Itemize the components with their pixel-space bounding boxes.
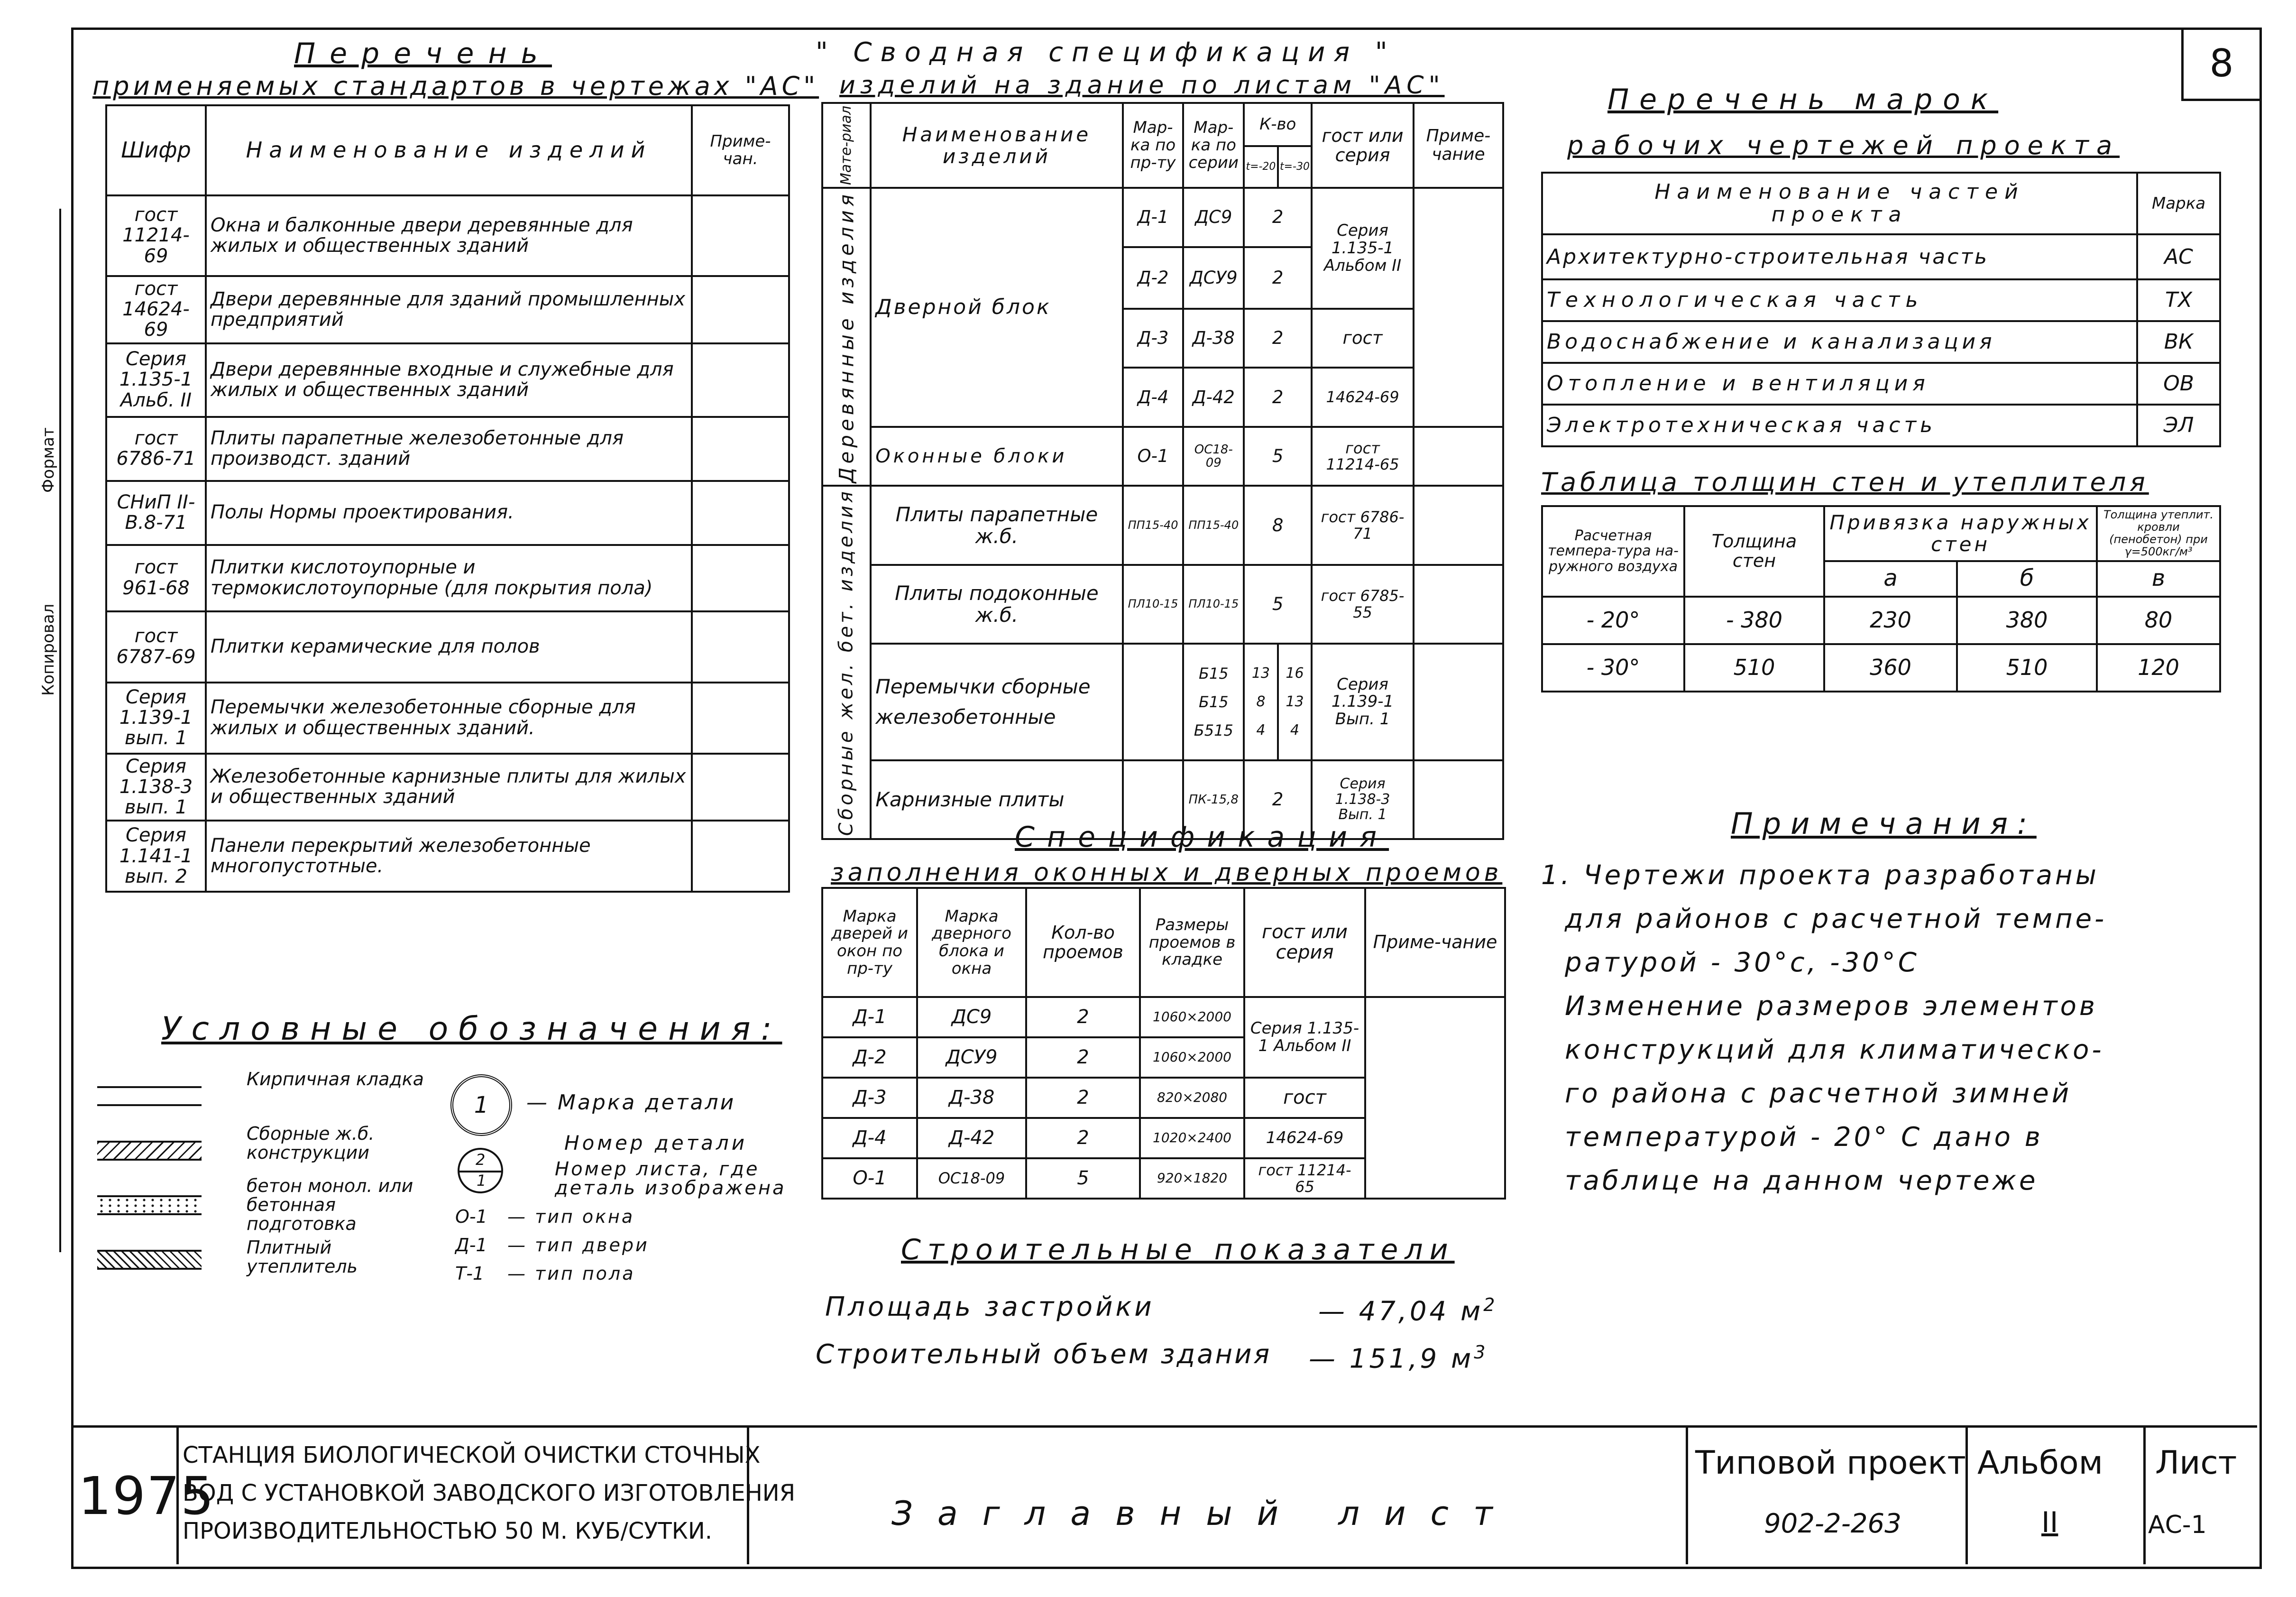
walls-header-insul-sub: в [2097, 561, 2220, 597]
openings-std-1: Серия 1.135-1 Альбом II [1244, 997, 1365, 1078]
standards-note [692, 343, 789, 417]
openings-block: Д-38 [917, 1078, 1026, 1118]
summary-door-mark: Д-1 [1123, 188, 1184, 247]
openings-header-std: гост или серия [1244, 888, 1365, 997]
summary-title-2: изделий на здание по листам "АС" [839, 71, 1445, 100]
side-label-format: Формат [39, 427, 58, 493]
summary-group-concrete: Сборные жел. бет. изделия [822, 486, 871, 839]
volume-number: — 151,9 [1309, 1343, 1440, 1375]
standards-code: Серия 1.138-3 вып. 1 [106, 754, 206, 821]
walls-table [1541, 505, 2221, 692]
summary-concrete-std: Серия 1.139-1 Вып. 1 [1312, 644, 1414, 760]
openings-header-block: Марка дверного блока и окна [917, 888, 1026, 997]
standards-code: Серия 1.135-1 Альб. II [106, 343, 206, 417]
summary-door-qty: 2 [1244, 368, 1312, 427]
openings-mark: Д-3 [822, 1078, 917, 1118]
walls-insul: 120 [2097, 644, 2220, 692]
marks-row-name: Отопление и вентиляция [1542, 363, 2137, 405]
summary-door-note [1414, 188, 1503, 427]
standards-title-2: применяемых стандартов в чертежах "АС" [92, 71, 819, 101]
openings-size: 1020×2400 [1140, 1118, 1244, 1158]
marks-header-name: Наименование частей проекта [1542, 173, 2137, 234]
legend-item-brick: Кирпичная кладка [247, 1069, 424, 1089]
marks-row-mark: АС [2137, 234, 2220, 279]
summary-door-std-2: гост [1312, 309, 1414, 368]
standards-name: Плитки кислотоупорные и термокислотоупорные (для покрытия пола) [206, 545, 692, 611]
standards-name: Двери деревянные для зданий промышленных предприятий [206, 276, 692, 343]
openings-size: 1060×2000 [1140, 997, 1244, 1037]
side-label-copied: Копировал [39, 603, 58, 696]
stamp-divider [1686, 1425, 1688, 1564]
legend-circle-top: 2 [476, 1151, 486, 1169]
openings-qty: 2 [1026, 1118, 1140, 1158]
marks-row-name: Электротехническая часть [1542, 405, 2137, 446]
standards-code: Серия 1.141-1 вып. 2 [106, 821, 206, 892]
summary-door-cat: ДСУ9 [1183, 247, 1244, 309]
legend-item-insulation: Плитный утеплитель [247, 1237, 358, 1277]
summary-window-qty: 5 [1244, 427, 1312, 486]
walls-header-binding: Привязка наружных стен [1824, 506, 2097, 561]
summary-concrete-qty: 8 [1244, 486, 1312, 564]
summary-door-mark: Д-3 [1123, 309, 1184, 368]
openings-header-qty: Кол-во проемов [1026, 888, 1140, 997]
summary-concrete-mark: ПЛ10-15 [1123, 565, 1184, 644]
standards-note [692, 545, 789, 611]
openings-mark: Д-2 [822, 1037, 917, 1078]
summary-window-std: гост 11214-65 [1312, 427, 1414, 486]
legend-swatch-insulation [97, 1250, 202, 1270]
openings-qty: 2 [1026, 1078, 1140, 1118]
walls-insul: 80 [2097, 597, 2220, 644]
summary-header-qty-b: t=-30 [1278, 146, 1312, 188]
summary-concrete-name: Перемычки сборные железобетонные [871, 644, 1122, 760]
summary-header-mark-catalog: Мар-ка по серии [1183, 103, 1244, 188]
summary-title-1: " Сводная спецификация " [816, 37, 1396, 68]
area-unit: м [1460, 1296, 1484, 1327]
standards-note [692, 754, 789, 821]
marks-title-1: Перечень марок [1607, 83, 1999, 116]
openings-block: ДСУ9 [917, 1037, 1026, 1078]
walls-b: 510 [1957, 644, 2097, 692]
standards-name: Плитки керамические для полов [206, 611, 692, 683]
marks-row-name: Архитектурно-строительная часть [1542, 234, 2137, 279]
summary-concrete-note [1414, 760, 1503, 839]
standards-name: Двери деревянные входные и служебные для жилых и общественных зданий [206, 343, 692, 417]
openings-mark: О-1 [822, 1158, 917, 1199]
summary-header-standard: гост или серия [1312, 103, 1414, 188]
summary-window-name: Оконные блоки [871, 427, 1122, 486]
legend-circle-number: 1 [474, 1092, 489, 1118]
legend-type-desc: — тип двери [507, 1235, 649, 1255]
openings-block: ДС9 [917, 997, 1026, 1037]
indicators-title: Строительные показатели [901, 1233, 1455, 1266]
standards-name: Перемычки железобетонные сборные для жилых и общественных зданий. [206, 683, 692, 754]
marks-title-2: рабочих чертежей проекта [1567, 130, 2120, 160]
legend-type-code: Т-1 [455, 1263, 485, 1284]
walls-b: 380 [1957, 597, 2097, 644]
summary-door-cat: ДС9 [1183, 188, 1244, 247]
summary-concrete-mark [1123, 644, 1184, 760]
walls-header-a: а [1824, 561, 1957, 597]
summary-concrete-std: Серия 1.138-3 Вып. 1 [1312, 760, 1414, 839]
openings-note [1365, 997, 1505, 1199]
marks-row-mark: ВК [2137, 321, 2220, 363]
volume-unit: м [1451, 1343, 1474, 1375]
openings-size: 820×2080 [1140, 1078, 1244, 1118]
summary-concrete-std: гост 6785-55 [1312, 565, 1414, 644]
summary-concrete-cat: ПП15-40 [1183, 486, 1244, 564]
marks-row-mark: ЭЛ [2137, 405, 2220, 446]
standards-note [692, 195, 789, 276]
walls-temp: - 20° [1542, 597, 1684, 644]
openings-block: Д-42 [917, 1118, 1026, 1158]
openings-std-3: 14624-69 [1244, 1118, 1365, 1158]
notes-line: температурой - 20° С дано в [1565, 1122, 2043, 1153]
volume-label: Строительный объем здания [816, 1339, 1272, 1370]
notes-line: Изменение размеров элементов [1565, 991, 2098, 1022]
summary-concrete-qty-a: 13 8 4 [1244, 644, 1278, 760]
standards-code: гост 6786-71 [106, 417, 206, 481]
standards-note [692, 481, 789, 545]
openings-mark: Д-4 [822, 1118, 917, 1158]
summary-door-qty: 2 [1244, 309, 1312, 368]
summary-window-cat: ОС18-09 [1183, 427, 1244, 486]
openings-table [821, 887, 1506, 1200]
sheet-number-box [2181, 28, 2259, 101]
stamp-album-label: Альбом [1977, 1444, 2103, 1482]
openings-title-2: заполнения оконных и дверных проемов [831, 859, 1503, 887]
stamp-sheet-value: АС-1 [2148, 1511, 2207, 1539]
standards-code: гост 961-68 [106, 545, 206, 611]
walls-header-temp: Расчетная темпера-тура на-ружного воздуха [1542, 506, 1684, 597]
standards-name: Полы Нормы проектирования. [206, 481, 692, 545]
area-label: Площадь застройки [825, 1292, 1155, 1322]
legend-detail-number: Номер детали [564, 1131, 748, 1154]
summary-concrete-name: Плиты подоконные ж.б. [871, 565, 1122, 644]
walls-header-thick: Толщина стен [1684, 506, 1824, 597]
summary-concrete-cat: ПЛ10-15 [1183, 565, 1244, 644]
summary-door-qty: 2 [1244, 188, 1312, 247]
summary-concrete-mark: ПП15-40 [1123, 486, 1184, 564]
legend-swatch-precast [97, 1141, 202, 1161]
openings-qty: 2 [1026, 1037, 1140, 1078]
standards-code: гост 6787-69 [106, 611, 206, 683]
notes-line: 1. Чертежи проекта разработаны [1541, 860, 2099, 891]
area-value [1318, 1283, 1497, 1334]
summary-header-material: Мате-риал [822, 103, 871, 188]
marks-table [1541, 172, 2221, 447]
legend-sheet-number: Номер листа, где [555, 1158, 760, 1180]
standards-header-note: Приме-чан. [692, 105, 789, 195]
openings-qty: 2 [1026, 997, 1140, 1037]
legend-swatch-brick [97, 1086, 202, 1106]
summary-concrete-qty: 2 [1244, 760, 1312, 839]
walls-title: Таблица толщин стен и утеплителя [1541, 467, 2149, 497]
stamp-project-title: СТАНЦИЯ БИОЛОГИЧЕСКОЙ ОЧИСТКИ СТОЧНЫХ [183, 1442, 761, 1468]
summary-door-mark: Д-2 [1123, 247, 1184, 309]
walls-a: 360 [1824, 644, 1957, 692]
legend-type-desc: — тип пола [507, 1263, 635, 1284]
legend-circle-detail-mark [450, 1074, 512, 1136]
legend-detail-shown: деталь изображена [555, 1177, 786, 1199]
summary-concrete-cat: Б15 Б15 Б515 [1183, 644, 1244, 760]
summary-door-name: Дверной блок [871, 188, 1122, 427]
notes-line: ратурой - 30°с, -30°С [1565, 947, 1919, 978]
walls-thick: 510 [1684, 644, 1824, 692]
standards-code: гост 11214-69 [106, 195, 206, 276]
stamp-typical-value: 902-2-263 [1764, 1508, 1901, 1539]
standards-code: СНиП II-В.8-71 [106, 481, 206, 545]
walls-temp: - 30° [1542, 644, 1684, 692]
openings-title-1: Спецификация [1015, 821, 1389, 854]
summary-concrete-note [1414, 644, 1503, 760]
summary-concrete-name: Плиты парапетные ж.б. [871, 486, 1122, 564]
summary-concrete-note [1414, 565, 1503, 644]
standards-name: Панели перекрытий железобетонные многопустотные. [206, 821, 692, 892]
summary-door-qty: 2 [1244, 247, 1312, 309]
standards-header-name: Наименование изделий [206, 105, 692, 195]
marks-row-mark: ОВ [2137, 363, 2220, 405]
summary-group-wood: Деревянные изделия [822, 188, 871, 486]
openings-header-size: Размеры проемов в кладке [1140, 888, 1244, 997]
standards-note [692, 417, 789, 481]
summary-concrete-note [1414, 486, 1503, 564]
summary-door-cat: Д-42 [1183, 368, 1244, 427]
notes-line: конструкций для климатическо- [1565, 1034, 2104, 1065]
standards-note [692, 683, 789, 754]
summary-header-name: Наименование изделий [871, 103, 1122, 188]
standards-note [692, 276, 789, 343]
standards-code: гост 14624-69 [106, 276, 206, 343]
standards-note [692, 611, 789, 683]
area-sup: 2 [1483, 1294, 1498, 1315]
openings-header-note: Приме-чание [1365, 888, 1505, 997]
summary-concrete-name: Карнизные плиты [871, 760, 1122, 839]
notes-line: для районов с расчетной темпе- [1565, 904, 2107, 934]
summary-header-note: Приме-чание [1414, 103, 1503, 188]
volume-sup: 3 [1474, 1342, 1488, 1363]
notes-line: го района с расчетной зимней [1565, 1078, 2072, 1109]
standards-table [105, 104, 790, 893]
legend-circle-bottom: 1 [477, 1172, 487, 1190]
summary-door-cat: Д-38 [1183, 309, 1244, 368]
summary-concrete-std: гост 6786-71 [1312, 486, 1414, 564]
legend-title: Условные обозначения: [161, 1010, 782, 1048]
marks-header-mark: Марка [2137, 173, 2220, 234]
stamp-typical-label: Типовой проект [1695, 1444, 1966, 1482]
summary-window-note [1414, 427, 1503, 486]
summary-concrete-cat: ПК-15,8 [1183, 760, 1244, 839]
summary-door-mark: Д-4 [1123, 368, 1184, 427]
openings-block: ОС18-09 [917, 1158, 1026, 1199]
summary-concrete-qty-b: 16 13 4 [1278, 644, 1312, 760]
stamp-year: 1975 [78, 1466, 215, 1526]
stamp-sheet-title: Заглавный лист [891, 1494, 1517, 1533]
marks-row-mark: ТХ [2137, 279, 2220, 321]
marks-row-name: Технологическая часть [1542, 279, 2137, 321]
notes-title: Примечания: [1731, 806, 2037, 841]
standards-name: Окна и балконные двери деревянные для жилых и общественных зданий [206, 195, 692, 276]
walls-a: 230 [1824, 597, 1957, 644]
left-edge-line [59, 209, 64, 1252]
legend-item-concrete: бетон монол. или бетонная подготовка [247, 1175, 413, 1234]
standards-header-code: Шифр [106, 105, 206, 195]
openings-size: 1060×2000 [1140, 1037, 1244, 1078]
standards-title-1: Перечень [294, 37, 552, 70]
legend-type-code: О-1 [455, 1206, 487, 1227]
legend-item-precast: Сборные ж.б. конструкции [247, 1123, 375, 1163]
legend-type-desc: — тип окна [507, 1206, 635, 1227]
standards-name: Железобетонные карнизные плиты для жилых и общественных зданий [206, 754, 692, 821]
walls-header-insul: Толщина утеплит. кровли (пенобетон) при γ=500кг/м³ [2097, 506, 2220, 561]
legend-circle-detail-sheet [458, 1148, 503, 1193]
summary-window-mark: О-1 [1123, 427, 1184, 486]
stamp-project-title: ПРОИЗВОДИТЕЛЬНОСТЬЮ 50 М. КУБ/СУТКИ. [183, 1518, 713, 1544]
walls-thick: - 380 [1684, 597, 1824, 644]
openings-std-2: гост [1244, 1078, 1365, 1118]
openings-size: 920×1820 [1140, 1158, 1244, 1199]
summary-header-mark-project: Мар-ка по пр-ту [1123, 103, 1184, 188]
summary-spec-table [821, 102, 1504, 840]
area-number: — 47,04 [1318, 1296, 1450, 1327]
openings-header-mark: Марка дверей и окон по пр-ту [822, 888, 917, 997]
legend-type-code: Д-1 [455, 1235, 487, 1255]
openings-mark: Д-1 [822, 997, 917, 1037]
legend-circle-desc: — Марка детали [526, 1090, 736, 1115]
stamp-divider [2143, 1425, 2146, 1564]
notes-line: таблице на данном чертеже [1565, 1165, 2039, 1196]
openings-std-4: гост 11214-65 [1244, 1158, 1365, 1199]
summary-door-std-1: Серия 1.135-1 Альбом II [1312, 188, 1414, 309]
summary-concrete-qty: 5 [1244, 565, 1312, 644]
marks-row-name: Водоснабжение и канализация [1542, 321, 2137, 363]
stamp-project-title: ВОД С УСТАНОВКОЙ ЗАВОДСКОГО ИЗГОТОВЛЕНИЯ [183, 1480, 796, 1506]
standards-name: Плиты парапетные железобетонные для производст. зданий [206, 417, 692, 481]
openings-qty: 5 [1026, 1158, 1140, 1199]
summary-door-std-3: 14624-69 [1312, 368, 1414, 427]
standards-note [692, 821, 789, 892]
standards-code: Серия 1.139-1 вып. 1 [106, 683, 206, 754]
summary-header-qty: К-во [1244, 103, 1312, 146]
stamp-album-value: II [2041, 1506, 2058, 1539]
volume-value [1309, 1330, 1488, 1381]
sheet-number: 8 [2209, 41, 2234, 85]
stamp-sheet-label: Лист [2155, 1444, 2237, 1482]
walls-header-b: б [1957, 561, 2097, 597]
summary-header-qty-a: t=-20 [1244, 146, 1278, 188]
legend-swatch-concrete [97, 1195, 202, 1215]
